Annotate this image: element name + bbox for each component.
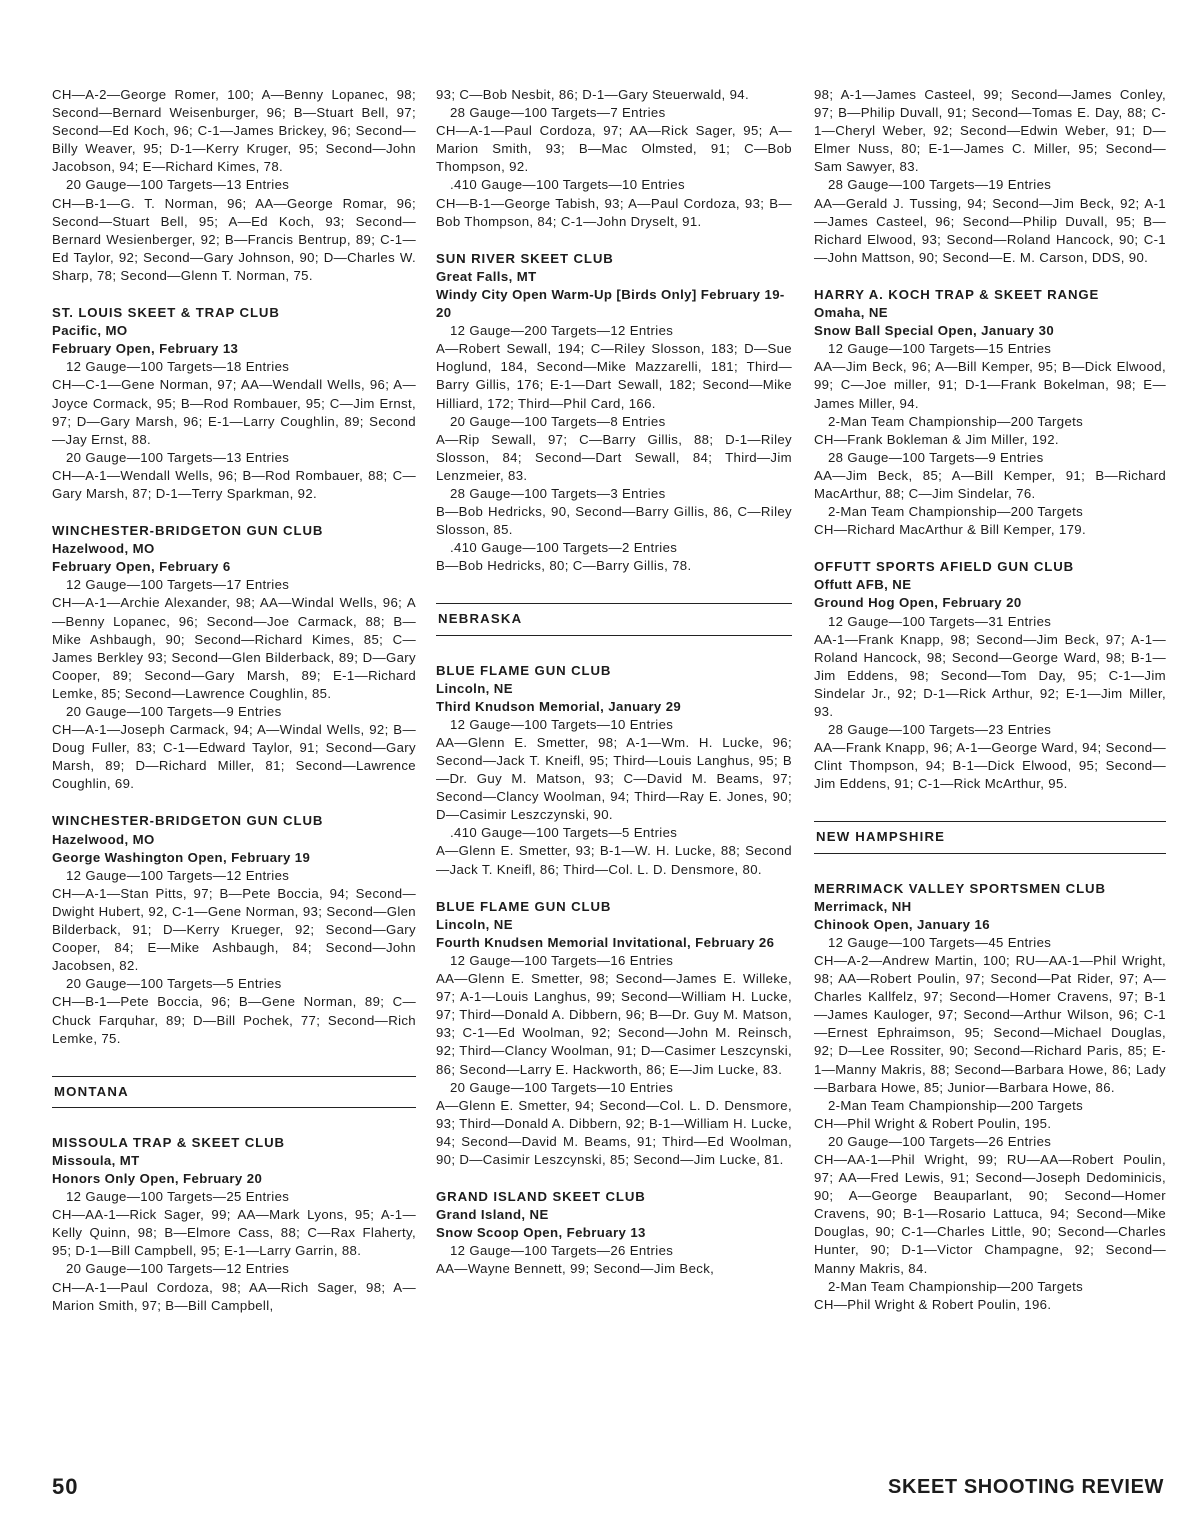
column-3 xyxy=(814,86,1166,1314)
state-section-header xyxy=(52,1076,416,1108)
club-report xyxy=(52,1134,416,1315)
event-class-heading: 12 Gauge—100 Targets—16 Entries xyxy=(450,952,674,968)
club-name: MISSOULA TRAP & SKEET CLUB xyxy=(52,1134,285,1150)
results-text: AA—Frank Knapp, 96; A-1—George Ward, 94; Second—Clint Thompson, 94; B-1—Dick Elwood, 95; Second—Jim Eddens, 91; C-1—Rick McArthur, 95. xyxy=(814,740,1166,792)
event-title: Honors Only Open, February 20 xyxy=(52,1170,263,1186)
club-name: GRAND ISLAND SKEET CLUB xyxy=(436,1189,646,1205)
results-text: A—Robert Sewall, 194; C—Riley Slosson, 183; D—Sue Hoglund, 184, Second—Mike Mazzarelli, 181; Third—Barry Gillis, 176; E-1—Dart Sewall, 182; Second—Mike Hilliard, 172; Third—Phil Card, 166. xyxy=(436,341,792,411)
club-report xyxy=(436,662,792,879)
event-title: Fourth Knudsen Memorial Invitational, February 26 xyxy=(436,934,775,950)
club-report xyxy=(436,1188,792,1278)
event-title: Third Knudson Memorial, January 29 xyxy=(436,698,682,714)
event-class-heading: 12 Gauge—100 Targets—26 Entries xyxy=(450,1243,674,1259)
magazine-title: SKEET SHOOTING REVIEW xyxy=(888,1476,1164,1498)
state-section-header xyxy=(436,603,792,635)
event-class-heading: 20 Gauge—100 Targets—13 Entries xyxy=(66,177,290,193)
state-name: NEBRASKA xyxy=(438,611,523,627)
club-name: WINCHESTER-BRIDGETON GUN CLUB xyxy=(52,813,324,829)
club-report xyxy=(52,522,416,793)
club-name: BLUE FLAME GUN CLUB xyxy=(436,662,612,678)
results-text: CH—B-1—George Tabish, 93; A—Paul Cordoza, 93; B—Bob Thompson, 84; C-1—John Dryselt, 91. xyxy=(436,195,792,229)
event-class-heading: .410 Gauge—100 Targets—5 Entries xyxy=(450,825,678,841)
results-text: CH—Phil Wright & Robert Poulin, 195. xyxy=(814,1115,1052,1131)
event-class-heading: 20 Gauge—100 Targets—13 Entries xyxy=(66,449,290,465)
event-class-heading: 20 Gauge—100 Targets—12 Entries xyxy=(66,1261,290,1277)
event-title: Ground Hog Open, February 20 xyxy=(814,595,1022,611)
club-report xyxy=(814,286,1166,539)
results-text: B—Bob Hedricks, 80; C—Barry Gillis, 78. xyxy=(436,558,692,574)
rule-bottom xyxy=(814,853,1166,854)
results-text: CH—C-1—Gene Norman, 97; AA—Wendall Wells, 96; A—Joyce Cormack, 95; B—Rod Rombauer, 95; C—Jim Ernst, 97; D—Gary Marsh, 96; E-1—Larry Coughlin, 89; Second—Jay Ernst, 88. xyxy=(52,377,416,447)
column-1 xyxy=(52,86,416,1315)
results-text: A—Glenn E. Smetter, 93; B-1—W. H. Lucke, 88; Second—Jack T. Kneifl, 86; Third—Col. L. D. Densmore, 80. xyxy=(436,843,792,877)
results-text: CH—A-1—Paul Cordoza, 97; AA—Rick Sager, 95; A—Marion Smith, 93; B—Mac Olmsted, 91; C—Bob Thompson, 92. xyxy=(436,123,792,175)
event-class-heading: 20 Gauge—100 Targets—9 Entries xyxy=(66,704,282,719)
results-text: AA—Glenn E. Smetter, 98; A-1—Wm. H. Lucke, 96; Second—Jack T. Kneifl, 95; Third—Louis Langhus, 95; B—Dr. Guy M. Matson, 93; C—David M. Beams, 97; Second—Clancy Woolman, 94; Third—Ray E. Jones, 90; D—Casimir Leszczynski, 90. xyxy=(436,734,792,823)
results-text: CH—Richard MacArthur & Bill Kemper, 179. xyxy=(814,522,1086,538)
state-section-header xyxy=(814,821,1166,853)
club-location: Hazelwood, MO xyxy=(52,831,155,847)
results-text: A—Glenn E. Smetter, 94; Second—Col. L. D. Densmore, 93; Third—Donald A. Dibbern, 92; B-1—William H. Lucke, 94; Second—David M. Beams, 91; Third—Ed Woolman, 90; D—Casimir Leszcynski, 85; Second—Jim Lucke, 81. xyxy=(436,1097,792,1167)
club-location: Great Falls, MT xyxy=(436,268,537,284)
event-class-heading: 2-Man Team Championship—200 Targets xyxy=(828,1097,1084,1113)
club-report xyxy=(436,898,792,1169)
event-class-heading: 12 Gauge—100 Targets—17 Entries xyxy=(66,577,290,593)
event-class-heading: .410 Gauge—100 Targets—2 Entries xyxy=(450,540,678,556)
club-report xyxy=(814,880,1166,1314)
event-class-heading: 2-Man Team Championship—200 Targets xyxy=(828,413,1084,429)
club-name: BLUE FLAME GUN CLUB xyxy=(436,898,612,914)
club-report xyxy=(52,304,416,503)
results-text: AA—Glenn E. Smetter, 98; Second—James E. Willeke, 97; A-1—Louis Langhus, 99; Second—William H. Lucke, 97; Third—Donald A. Dibbern, 96; B—Dr. Guy M. Matson, 93; C-1—Ed Woolman, 92; Second—John M. Reinsch, 92; Third—Clancy Woolman, 91; D—Casimer Leszcynski, 86; Second—Larry E. Hackworth, 86; E—Jim Lucke, 83. xyxy=(436,971,792,1077)
rule-bottom xyxy=(436,635,792,636)
event-class-heading: 12 Gauge—100 Targets—45 Entries xyxy=(828,934,1052,950)
event-class-heading: 28 Gauge—100 Targets—7 Entries xyxy=(450,105,666,121)
event-class-heading: 28 Gauge—100 Targets—23 Entries xyxy=(828,722,1052,738)
club-name: WINCHESTER-BRIDGETON GUN CLUB xyxy=(52,523,324,539)
results-text: AA-1—Frank Knapp, 98; Second—Jim Beck, 97; A-1—Roland Hancock, 98; Second—George Ward, 98; B-1—Jim Eddens, 98; Second—Tom Day, 95; C-1—Jim Sindelar Jr., 92; D-1—Rick Arthur, 92; E-1—Jim Miller, 93. xyxy=(814,631,1166,719)
club-location: Merrimack, NH xyxy=(814,898,912,914)
event-class-heading: 20 Gauge—100 Targets—8 Entries xyxy=(450,413,666,429)
club-location: Hazelwood, MO xyxy=(52,541,155,557)
event-class-heading: 12 Gauge—200 Targets—12 Entries xyxy=(450,323,674,339)
event-class-heading: .410 Gauge—100 Targets—10 Entries xyxy=(450,177,685,193)
event-class-heading: 20 Gauge—100 Targets—5 Entries xyxy=(66,976,282,992)
results-text: AA—Jim Beck, 85; A—Bill Kemper, 91; B—Richard MacArthur, 88; C—Jim Sindelar, 76. xyxy=(814,467,1166,501)
event-title: George Washington Open, February 19 xyxy=(52,849,311,865)
results-text: CH—AA-1—Phil Wright, 99; RU—AA—Robert Poulin, 97; AA—Fred Lewis, 91; Second—Joseph Dedominicis, 90; A—George Beauparlant, 90; Second—Homer Cravens, 90; B-1—Rosario Lattuca, 94; Second—Mike Douglas, 90; C-1—Charles Little, 90; Second—Charles Hunter, 90; D-1—Victor Champagne, 92; Second—Manny Makris, 84. xyxy=(814,1151,1166,1276)
results-text: B—Bob Hedricks, 90, Second—Barry Gillis, 86, C—Riley Slosson, 85. xyxy=(436,504,792,538)
event-title: February Open, February 13 xyxy=(52,341,239,357)
event-class-heading: 2-Man Team Championship—200 Targets xyxy=(828,1278,1084,1294)
results-text: AA—Gerald J. Tussing, 94; Second—Jim Beck, 92; A-1—James Casteel, 96; Second—Philip Duvall, 95; B—Richard Elwood, 93; Second—Roland Hancock, 90; C-1—John Mattson, 90; Second—E. M. Carson, DDS, 90. xyxy=(814,195,1166,265)
club-location: Lincoln, NE xyxy=(436,916,513,932)
results-text: CH—A-1—Wendall Wells, 96; B—Rod Rombauer, 88; C—Gary Marsh, 87; D-1—Terry Sparkman, 92. xyxy=(52,467,416,501)
results-text: CH—AA-1—Rick Sager, 99; AA—Mark Lyons, 95; A-1—Kelly Quinn, 98; B—Elmore Cass, 88; C—Rax Flaherty, 95; D-1—Bill Campbell, 95; E-1—Larry Garrin, 88. xyxy=(52,1207,416,1259)
results-text: A—Rip Sewall, 97; C—Barry Gillis, 88; D-1—Riley Slosson, 84; Second—Dart Sewall, 84; Third—Jim Lenzmeier, 83. xyxy=(436,431,792,483)
club-location: Lincoln, NE xyxy=(436,680,513,696)
event-class-heading: 12 Gauge—100 Targets—18 Entries xyxy=(66,359,290,375)
results-text: CH—A-1—Stan Pitts, 97; B—Pete Boccia, 94; Second—Dwight Hubert, 92, C-1—Gene Norman, 93; Second—Glen Bilderback, 91; D—Kerry Krueger, 92; Second—Gary Cooper, 84; E—Mike Ashbaugh, 84; Second—John Jacobsen, 82. xyxy=(52,885,416,974)
club-name: ST. LOUIS SKEET & TRAP CLUB xyxy=(52,305,280,321)
club-name: HARRY A. KOCH TRAP & SKEET RANGE xyxy=(814,286,1100,302)
club-location: Pacific, MO xyxy=(52,323,128,339)
state-name: NEW HAMPSHIRE xyxy=(816,829,946,845)
event-class-heading: 12 Gauge—100 Targets—15 Entries xyxy=(828,341,1052,357)
club-name: SUN RIVER SKEET CLUB xyxy=(436,250,614,266)
results-text: 98; A-1—James Casteel, 99; Second—James Conley, 97; B—Philip Duvall, 91; Second—Tomas E. Day, 88; C-1—Cheryl Weber, 92; Second—Edwin Weber, 91; D—Elmer Nuss, 80; E-1—James C. Miller, 95; Second—Sam Sawyer, 83. xyxy=(814,87,1166,175)
results-text: AA—Jim Beck, 96; A—Bill Kemper, 95; B—Dick Elwood, 99; C—Joe miller, 91; D-1—Frank Bokelman, 98; E—James Miller, 94. xyxy=(814,359,1166,411)
results-text: 93; C—Bob Nesbit, 86; D-1—Gary Steuerwald, 94. xyxy=(436,87,749,102)
club-report xyxy=(52,812,416,1047)
results-text: CH—B-1—Pete Boccia, 96; B—Gene Norman, 89; C—Chuck Farquhar, 89; D—Bill Pochek, 77; Second—Rich Lemke, 75. xyxy=(52,994,416,1046)
event-class-heading: 28 Gauge—100 Targets—3 Entries xyxy=(450,485,666,501)
event-class-heading: 12 Gauge—100 Targets—25 Entries xyxy=(66,1189,290,1205)
event-class-heading: 12 Gauge—100 Targets—31 Entries xyxy=(828,613,1052,629)
club-location: Omaha, NE xyxy=(814,305,888,321)
results-text: CH—A-1—Joseph Carmack, 94; A—Windal Wells, 92; B—Doug Fuller, 83; C-1—Edward Taylor, 91; Second—Gary Marsh, 89; D—Richard Miller, 81; Second—Lawrence Coughlin, 69. xyxy=(52,722,416,792)
event-class-heading: 2-Man Team Championship—200 Targets xyxy=(828,504,1084,520)
page-number: 50 xyxy=(52,1474,79,1499)
club-location: Offutt AFB, NE xyxy=(814,577,912,593)
results-text: AA—Wayne Bennett, 99; Second—Jim Beck, xyxy=(436,1261,715,1277)
event-class-heading: 12 Gauge—100 Targets—10 Entries xyxy=(450,716,674,732)
results-text: CH—B-1—G. T. Norman, 96; AA—George Romar, 96; Second—Stuart Bell, 95; A—Ed Koch, 93; Second—Bernard Wesienberger, 92; B—Francis Bentrup, 89; C-1—Ed Taylor, 92; Second—Gary Johnson, 90; D—Charles W. Sharp, 78; Second—Glenn T. Norman, 75. xyxy=(52,195,416,283)
club-report xyxy=(436,86,792,231)
club-report xyxy=(436,250,792,576)
club-report xyxy=(814,558,1166,793)
event-class-heading: 12 Gauge—100 Targets—12 Entries xyxy=(66,867,290,883)
event-class-heading: 28 Gauge—100 Targets—9 Entries xyxy=(828,449,1044,465)
event-title: Windy City Open Warm-Up [Birds Only] February 19-20 xyxy=(436,286,785,321)
event-class-heading: 20 Gauge—100 Targets—26 Entries xyxy=(828,1133,1052,1149)
results-text: CH—A-2—Andrew Martin, 100; RU—AA-1—Phil Wright, 98; AA—Robert Poulin, 97; Second—Pat Rider, 97; A—Charles Kallfelz, 97; Second—Homer Cravens, 97; B-1—James Kauloger, 97; Second—Arthur Wilson, 96; C-1—Ernest Ephraimson, 95; Second—Michael Douglas, 92; D—Lee Rossiter, 90; Second—Richard Paris, 85; E-1—Manny Makris, 88; Second—Barbara Howe, 86; Lady—Barbara Howe, 85; Junior—Barbara Howe, 86. xyxy=(814,952,1166,1095)
results-text: CH—A-2—George Romer, 100; A—Benny Lopanec, 98; Second—Bernard Weisenburger, 96; B—Stuart Bell, 97; Second—Ed Koch, 96; C-1—James Brickey, 96; Second—Billy Weaver, 95; D-1—Kerry Kruger, 95; Second—John Jacobson, 94; E—Richard Kimes, 78. xyxy=(52,87,416,175)
club-report xyxy=(52,86,416,285)
results-text: CH—A-1—Archie Alexander, 98; AA—Windal Wells, 96; A—Benny Lopanec, 96; Second—Joe Carmack, 88; B—Mike Ashbaugh, 90; Second—Richard Kimes, 85; C—James Berkley 93; Second—Glen Bilderback, 89; D—Gary Cooper, 89; Second—Gary Marsh, 89; E-1—Richard Lemke, 85; Second—Lawrence Coughlin, 85. xyxy=(52,595,416,701)
state-name: MONTANA xyxy=(54,1083,129,1099)
event-class-heading: 20 Gauge—100 Targets—10 Entries xyxy=(450,1079,674,1095)
event-title: Chinook Open, January 16 xyxy=(814,916,990,932)
event-title: February Open, February 6 xyxy=(52,559,231,575)
club-location: Grand Island, NE xyxy=(436,1207,549,1223)
club-report xyxy=(814,86,1166,267)
event-class-heading: 28 Gauge—100 Targets—19 Entries xyxy=(828,177,1052,193)
column-2 xyxy=(436,86,792,1279)
club-name: OFFUTT SPORTS AFIELD GUN CLUB xyxy=(814,559,1075,575)
rule-bottom xyxy=(52,1107,416,1108)
results-text: CH—Phil Wright & Robert Poulin, 196. xyxy=(814,1296,1052,1312)
results-text: CH—A-1—Paul Cordoza, 98; AA—Rich Sager, 98; A—Marion Smith, 97; B—Bill Campbell, xyxy=(52,1279,416,1313)
event-title: Snow Scoop Open, February 13 xyxy=(436,1225,646,1241)
event-title: Snow Ball Special Open, January 30 xyxy=(814,323,1055,339)
results-text: CH—Frank Bokleman & Jim Miller, 192. xyxy=(814,431,1059,447)
club-location: Missoula, MT xyxy=(52,1152,140,1168)
club-name: MERRIMACK VALLEY SPORTSMEN CLUB xyxy=(814,880,1106,896)
